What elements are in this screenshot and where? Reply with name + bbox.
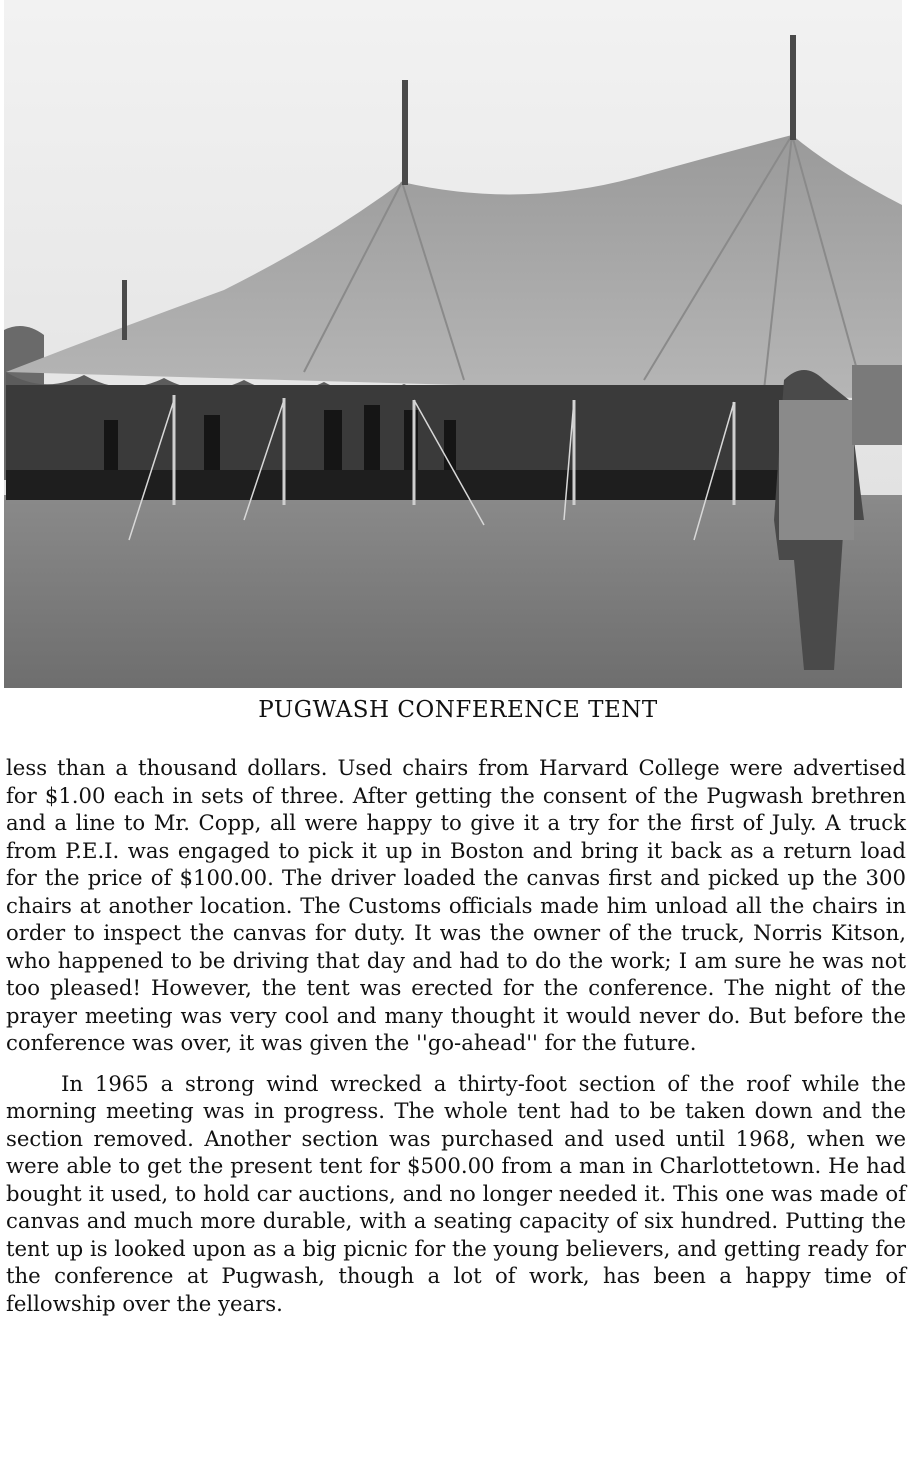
photo-caption: PUGWASH CONFERENCE TENT (258, 697, 658, 723)
paragraph-1: less than a thousand dollars. Used chairs from Harvard College were advertised for $1.00 each in sets of three. After getting the consent of the Pugwash brethren and a line to Mr. Copp, all were happy to give it a try for the first of July. A truck from P.E.I. was engaged to pick it up in Boston and bring it back as a return load for the price of $100.00. The driver loaded the canvas first and picked up the 300 chairs at another location. The Customs officials made him unload all the chairs in order to inspect the canvas for duty. It was the owner of the truck, Norris Kitson, who happened to be driving that day and had to do the work; I am sure he was not too pleased! However, the tent was erected for the conference. The night of the prayer meeting was very cool and many thought it would never do. But before the conference was over, it was given the ''go-ahead'' for the future. (6, 755, 906, 1055)
article-body (6, 754, 906, 1317)
paragraph-2: In 1965 a strong wind wrecked a thirty-foot section of the roof while the morning meeting was in progress. The whole tent had to be taken down and the section removed. Another section was purchased and used until 1968, when we were able to get the present tent for $500.00 from a man in Charlottetown. He had bought it used, to hold car auctions, and no longer needed it. This one was made of canvas and much more durable, with a seating capacity of six hundred. Putting the tent up is looked upon as a big picnic for the young believers, and getting ready for the conference at Pugwash, though a lot of work, has been a happy time of fellowship over the years. (6, 1070, 906, 1316)
photograph-tent-icon (4, 0, 902, 688)
tent-photograph (4, 0, 902, 688)
